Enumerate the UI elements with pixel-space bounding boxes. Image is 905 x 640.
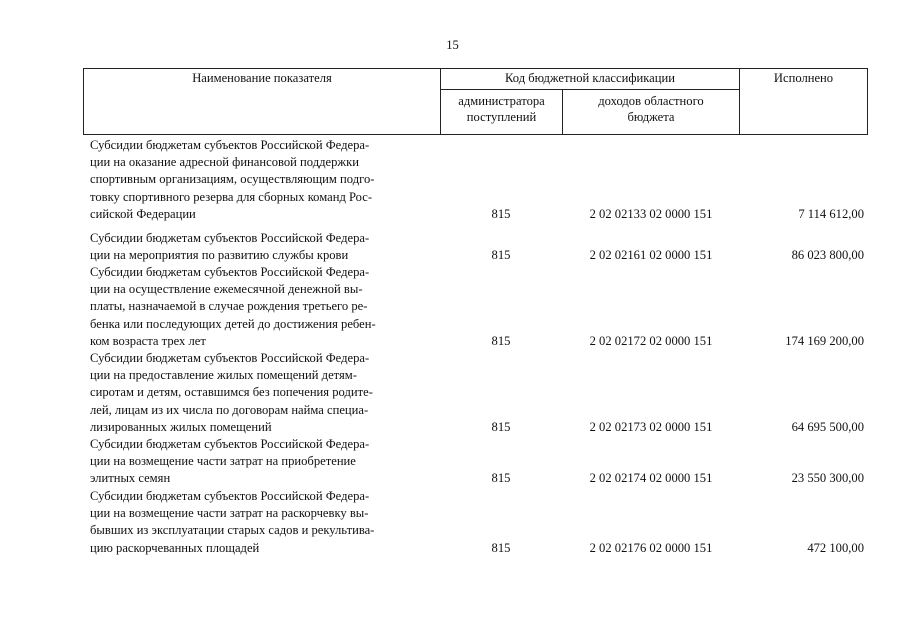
row-amount: 7 114 612,00 [798,206,864,221]
header-name: Наименование показателя [192,71,332,85]
table-top-border [83,68,868,69]
row-amount: 174 169 200,00 [785,333,864,348]
row-amount: 64 695 500,00 [791,419,864,434]
row-admin-code: 815 [491,206,511,221]
row-revenue-code: 2 02 02176 02 0000 151 [589,540,713,555]
table-right-border [867,68,868,134]
row-name: Субсидии бюджетам субъектов Российской Федера- ции на возмещение части затрат на приобретение элитных семян [90,437,370,486]
row-admin-code: 815 [491,419,511,434]
header-administrator: администратора поступлений [458,94,545,124]
page-number: 15 [446,38,459,52]
code-header-divider [440,89,739,90]
row-revenue-code: 2 02 02133 02 0000 151 [589,206,713,221]
row-admin-code: 815 [491,248,511,263]
row-revenue-code: 2 02 02172 02 0000 151 [589,333,713,348]
row-amount: 472 100,00 [807,540,864,555]
header-executed: Исполнено [773,71,834,85]
row-admin-code: 815 [491,471,511,486]
row-name: Субсидии бюджетам субъектов Российской Федера- ции на предоставление жилых помещений детям- сиротам и детям, оставшимся без попечения родите- лей, лицам из их числа по договорам найма специа- лизированных жилых помещений [90,351,373,434]
row-name: Субсидии бюджетам субъектов Российской Федера- ции на мероприятия по развитию службы крови [90,231,370,263]
header-budget-code: Код бюджетной классификации [505,71,675,85]
row-revenue-code: 2 02 02161 02 0000 151 [589,248,713,263]
row-name: Субсидии бюджетам субъектов Российской Федера- ции на осуществление ежемесячной денежной вы- платы, назначаемой в случае рождения третьего ре- бенка или последующих детей до достижения ребен- ком возраста трех лет [90,265,376,348]
row-revenue-code: 2 02 02173 02 0000 151 [589,419,713,434]
row-amount: 23 550 300,00 [791,471,864,486]
header-revenue: доходов областного бюджета [598,94,704,124]
row-admin-code: 815 [491,333,511,348]
row-revenue-code: 2 02 02174 02 0000 151 [589,471,713,486]
row-amount: 86 023 800,00 [791,248,864,263]
row-name: Субсидии бюджетам субъектов Российской Федера- ции на возмещение части затрат на раскорчевку вы- бывших из эксплуатации старых садов и рекультива- цию раскорчеванных площадей [90,489,375,555]
row-name: Субсидии бюджетам субъектов Российской Федера- ции на оказание адресной финансовой поддержки спортивным организациям, осуществляющим подго- товку спортивного резерва для сборных команд Рос- сийской Федерации [90,138,375,221]
header-bottom-border [83,134,868,135]
row-admin-code: 815 [491,540,511,555]
